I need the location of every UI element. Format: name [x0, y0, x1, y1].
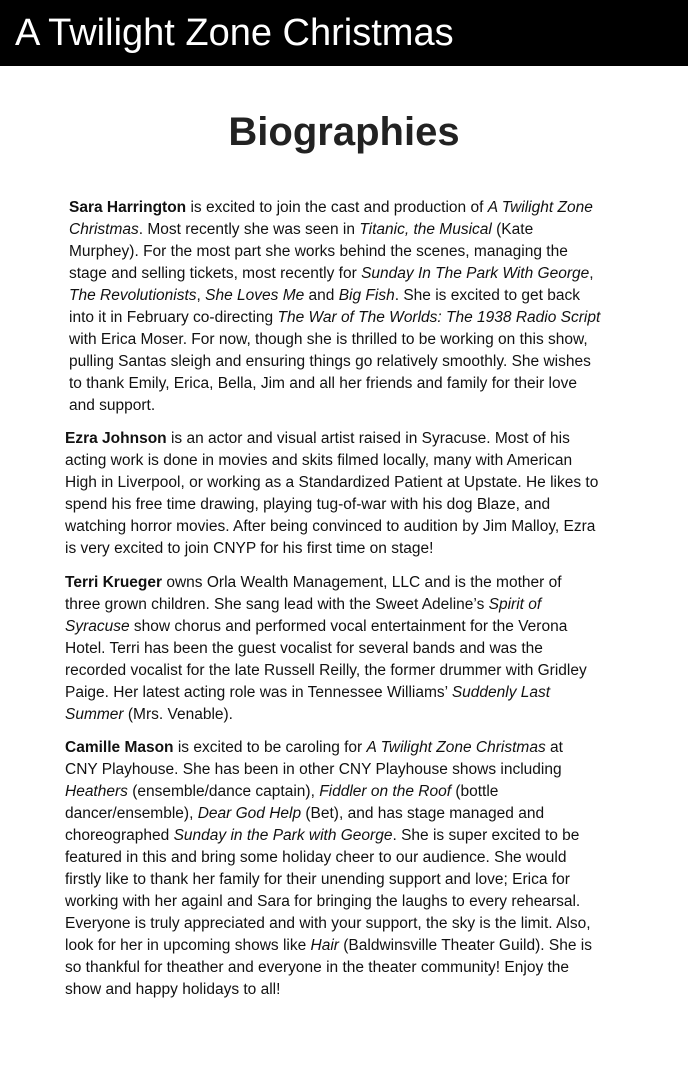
show-title-italic: Big Fish: [338, 287, 395, 304]
show-title-italic: Fiddler on the Roof: [319, 783, 452, 800]
bio-line: [65, 869, 625, 891]
bio-text: Hotel. Terri has been the guest vocalist for several bands and was the: [65, 640, 543, 657]
bio-text: working with her againl and Sara for bringing the laughs to every rehearsal.: [65, 893, 581, 910]
bio-text: and: [304, 287, 339, 304]
bio-text: (ensemble/dance captain),: [127, 783, 320, 800]
bio-text: (Mrs. Venable).: [123, 706, 233, 723]
bio-text: ,: [196, 287, 206, 304]
bio-text: Everyone is truly appreciated and with your support, the sky is the limit. Also,: [65, 915, 591, 932]
bio-text: is very excited to join CNYP for his first time on stage!: [65, 540, 434, 557]
bio-line: [69, 263, 629, 285]
show-title-italic: A Twilight Zone Christmas: [366, 739, 546, 756]
bio-text: and support.: [69, 397, 156, 414]
bio-line: [65, 594, 625, 616]
bio-text: . She is super excited to be: [392, 827, 580, 844]
show-title-italic: Spirit of: [488, 596, 542, 613]
bio-line: [65, 847, 625, 869]
bio-text: so thankful for theather and everyone in the theater community! Enjoy the: [65, 959, 570, 976]
show-title-italic: Christmas: [69, 221, 139, 238]
bio-text: dancer/ensemble),: [65, 805, 198, 822]
show-title-italic: The War of The Worlds: The 1938 Radio Script: [277, 309, 601, 326]
bio-text: Paige. Her latest acting role was in Tennessee Williams’: [65, 684, 452, 701]
bio-line: [65, 472, 625, 494]
show-title-italic: Sunday In The Park With George: [361, 265, 590, 282]
bio-text: . She is excited to get back: [394, 287, 580, 304]
bio-line: [65, 704, 625, 726]
bio-line: [65, 957, 625, 979]
bio-line: [69, 373, 629, 395]
bio-line: [69, 395, 629, 417]
show-title-italic: She Loves Me: [205, 287, 305, 304]
bio-line: [65, 935, 625, 957]
bio-paragraph: [65, 428, 625, 560]
bio-line: [65, 825, 625, 847]
bio-line: [65, 781, 625, 803]
bio-text: choreographed: [65, 827, 174, 844]
bio-line: [69, 329, 629, 351]
bio-text: spend his free time drawing, playing tug-of-war with his dog Blaze, and: [65, 496, 551, 513]
bio-text: stage and selling tickets, most recently for: [69, 265, 362, 282]
bio-line: [65, 616, 625, 638]
bio-text: (Baldwinsville Theater Guild). She is: [338, 937, 592, 954]
show-title-italic: Suddenly Last: [451, 684, 551, 701]
bio-line: [65, 428, 625, 450]
bio-text: Murphey). For the most part she works behind the scenes, managing the: [69, 243, 568, 260]
bio-line: [65, 682, 625, 704]
bio-line: [65, 737, 625, 759]
bio-text: three grown children. She sang lead with the Sweet Adeline’s: [65, 596, 489, 613]
show-title-italic: Hair: [310, 937, 339, 954]
show-title-italic: A Twilight Zone: [487, 199, 593, 216]
bio-text: recorded vocalist for the late Russell Reilly, the former drummer with Gridley: [65, 662, 587, 679]
bio-text: with Erica Moser. For now, though she is thrilled to be working on this show,: [69, 331, 588, 348]
bio-text: acting work is done in movies and skits filmed locally, many with American: [65, 452, 573, 469]
bio-text: firstly like to thank her family for their unending support and love; Erica for: [65, 871, 570, 888]
bio-line: [65, 572, 625, 594]
show-title-italic: Heathers: [65, 783, 128, 800]
bio-text: watching horror movies. After being convinced to audition by Jim Malloy, Ezra: [65, 518, 596, 535]
bio-paragraph: [69, 197, 629, 417]
bio-line: [69, 241, 629, 263]
bio-line: [65, 759, 625, 781]
bio-line: [65, 979, 625, 1001]
show-title-italic: Titanic, the Musical: [359, 221, 492, 238]
bio-line: [65, 638, 625, 660]
bio-name: Ezra Johnson: [65, 430, 167, 447]
bio-text: is excited to join the cast and production of: [186, 199, 488, 216]
title-bar: [0, 0, 688, 66]
bio-text: show and happy holidays to all!: [65, 981, 281, 998]
bio-text: (bottle: [451, 783, 499, 800]
bio-line: [69, 307, 629, 329]
show-title-italic: Sunday in the Park with George: [173, 827, 393, 844]
bio-paragraph: [65, 737, 625, 1001]
show-title-italic: Syracuse: [65, 618, 130, 635]
bio-text: into it in February co-directing: [69, 309, 278, 326]
show-title-italic: Summer: [65, 706, 124, 723]
bio-line: [65, 913, 625, 935]
bio-line: [69, 285, 629, 307]
bio-text: featured in this and bring some holiday cheer to our audience. She would: [65, 849, 567, 866]
bio-name: Camille Mason: [65, 739, 174, 756]
bio-text: to thank Emily, Erica, Bella, Jim and all her friends and family for their love: [69, 375, 577, 392]
bio-text: look for her in upcoming shows like: [65, 937, 311, 954]
bio-text: ,: [589, 265, 594, 282]
bio-text: at: [545, 739, 563, 756]
page-heading: Biographies: [228, 110, 460, 154]
bio-line: [69, 197, 629, 219]
bio-line: [65, 891, 625, 913]
show-title-italic: The Revolutionists: [69, 287, 197, 304]
bio-line: [65, 450, 625, 472]
bio-line: [69, 219, 629, 241]
bio-text: (Bet), and has stage managed and: [301, 805, 545, 822]
bio-line: [69, 351, 629, 373]
bio-line: [65, 516, 625, 538]
show-title-italic: Dear God Help: [197, 805, 302, 822]
bio-text: is excited to be caroling for: [173, 739, 367, 756]
bio-text: show chorus and performed vocal entertainment for the Verona: [129, 618, 568, 635]
bio-text: is an actor and visual artist raised in Syracuse. Most of his: [166, 430, 570, 447]
bio-line: [65, 494, 625, 516]
bio-text: High in Liverpool, or working as a Standardized Patient at Upstate. He likes to: [65, 474, 599, 491]
bio-line: [65, 538, 625, 560]
bio-text: (Kate: [491, 221, 534, 238]
bio-text: pulling Santas sleigh and ensuring things go relatively smoothly. She wishes: [69, 353, 591, 370]
bio-name: Sara Harrington: [69, 199, 187, 216]
bio-name: Terri Krueger: [65, 574, 163, 591]
bio-text: owns Orla Wealth Management, LLC and is the mother of: [162, 574, 562, 591]
bio-paragraph: [65, 572, 625, 726]
bio-text: CNY Playhouse. She has been in other CNY Playhouse shows including: [65, 761, 562, 778]
bio-line: [65, 803, 625, 825]
show-title: A Twilight Zone Christmas: [15, 12, 454, 54]
bio-text: . Most recently she was seen in: [138, 221, 360, 238]
bio-line: [65, 660, 625, 682]
